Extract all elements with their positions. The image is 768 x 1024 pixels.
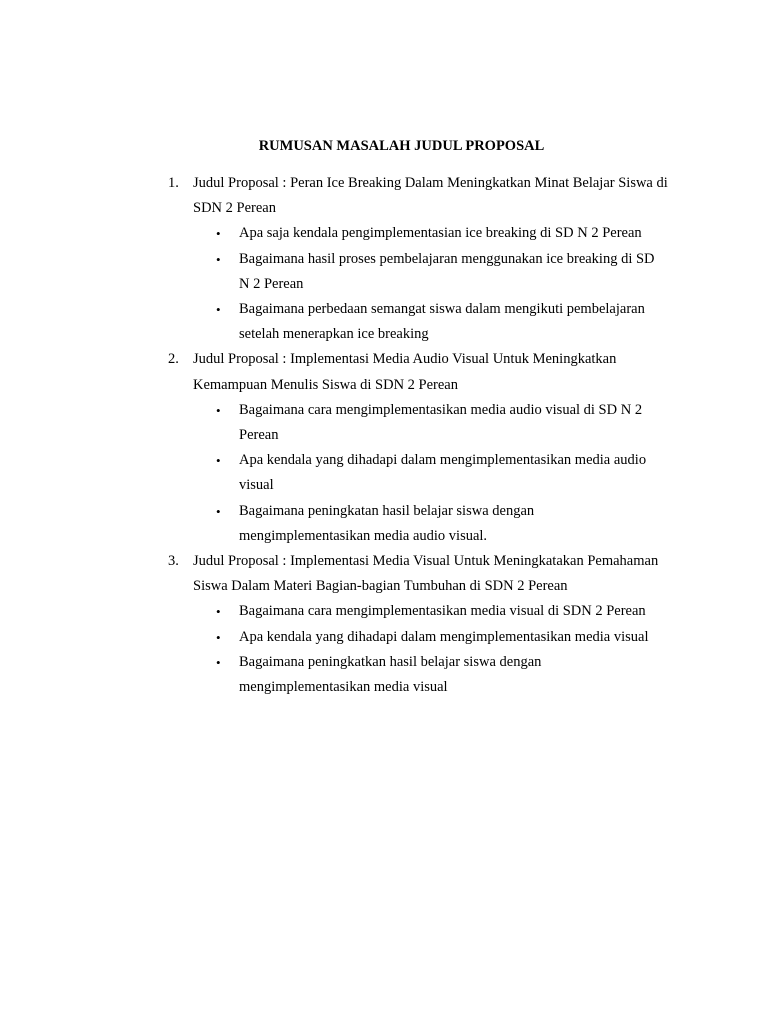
- question-text: Bagaimana cara mengimplementasikan media visual di SDN 2 Perean: [239, 603, 646, 620]
- document-title: RUMUSAN MASALAH JUDUL PROPOSAL: [258, 138, 545, 154]
- item-heading: Judul Proposal : Implementasi Media Audio Visual Untuk Meningkatkan Kemampuan Menulis Siswa di SDN 2 Perean: [193, 351, 617, 393]
- bullet-icon: •: [216, 402, 221, 418]
- question-item: [193, 650, 668, 700]
- bullet-icon: •: [216, 226, 221, 242]
- item-number: 3.: [168, 553, 179, 570]
- question-item: [193, 499, 668, 549]
- question-item: [193, 448, 668, 498]
- item-number: 1.: [168, 175, 179, 191]
- question-item: [193, 599, 668, 624]
- question-text: Bagaimana peningkatan hasil belajar siswa dengan mengimplementasikan media audio visual.: [239, 502, 535, 544]
- bullet-icon: •: [216, 604, 221, 620]
- bullet-icon: •: [216, 302, 221, 318]
- question-list: [193, 599, 668, 700]
- question-text: Apa kendala yang dihadapi dalam mengimplementasikan media audio visual: [239, 452, 647, 494]
- question-text: Apa saja kendala pengimplementasian ice breaking di SD N 2 Perean: [239, 225, 642, 242]
- document-body: [168, 171, 668, 700]
- question-list: [193, 221, 668, 347]
- question-text: Bagaimana peningkatkan hasil belajar siswa dengan mengimplementasikan media visual: [239, 653, 542, 696]
- question-list: [193, 398, 668, 549]
- question-item: [193, 247, 668, 297]
- proposal-item: [168, 549, 668, 700]
- bullet-icon: •: [216, 654, 221, 670]
- item-heading: Judul Proposal : Peran Ice Breaking Dalam Meningkatkan Minat Belajar Siswa di SDN 2 Perean: [193, 175, 668, 217]
- question-text: Bagaimana hasil proses pembelajaran menggunakan ice breaking di SD N 2 Perean: [239, 250, 655, 292]
- proposal-item: [168, 171, 668, 347]
- bullet-icon: •: [216, 503, 221, 519]
- item-heading: Judul Proposal : Implementasi Media Visual Untuk Meningkatakan Pemahaman Siswa Dalam Materi Bagian-bagian Tumbuhan di SDN 2 Perean: [193, 553, 659, 595]
- item-number: 2.: [168, 351, 179, 368]
- question-text: Apa kendala yang dihadapi dalam mengimplementasikan media visual: [239, 628, 649, 645]
- proposal-item: [168, 347, 668, 549]
- question-item: [193, 625, 668, 650]
- proposal-list: [168, 171, 668, 700]
- bullet-icon: •: [216, 453, 221, 469]
- question-item: [193, 221, 668, 246]
- question-text: Bagaimana perbedaan semangat siswa dalam mengikuti pembelajaran setelah menerapkan ice breaking: [239, 301, 645, 343]
- question-item: [193, 398, 668, 448]
- question-text: Bagaimana cara mengimplementasikan media audio visual di SD N 2 Perean: [239, 401, 643, 444]
- bullet-icon: •: [216, 629, 221, 645]
- bullet-icon: •: [216, 251, 221, 267]
- question-item: [193, 297, 668, 347]
